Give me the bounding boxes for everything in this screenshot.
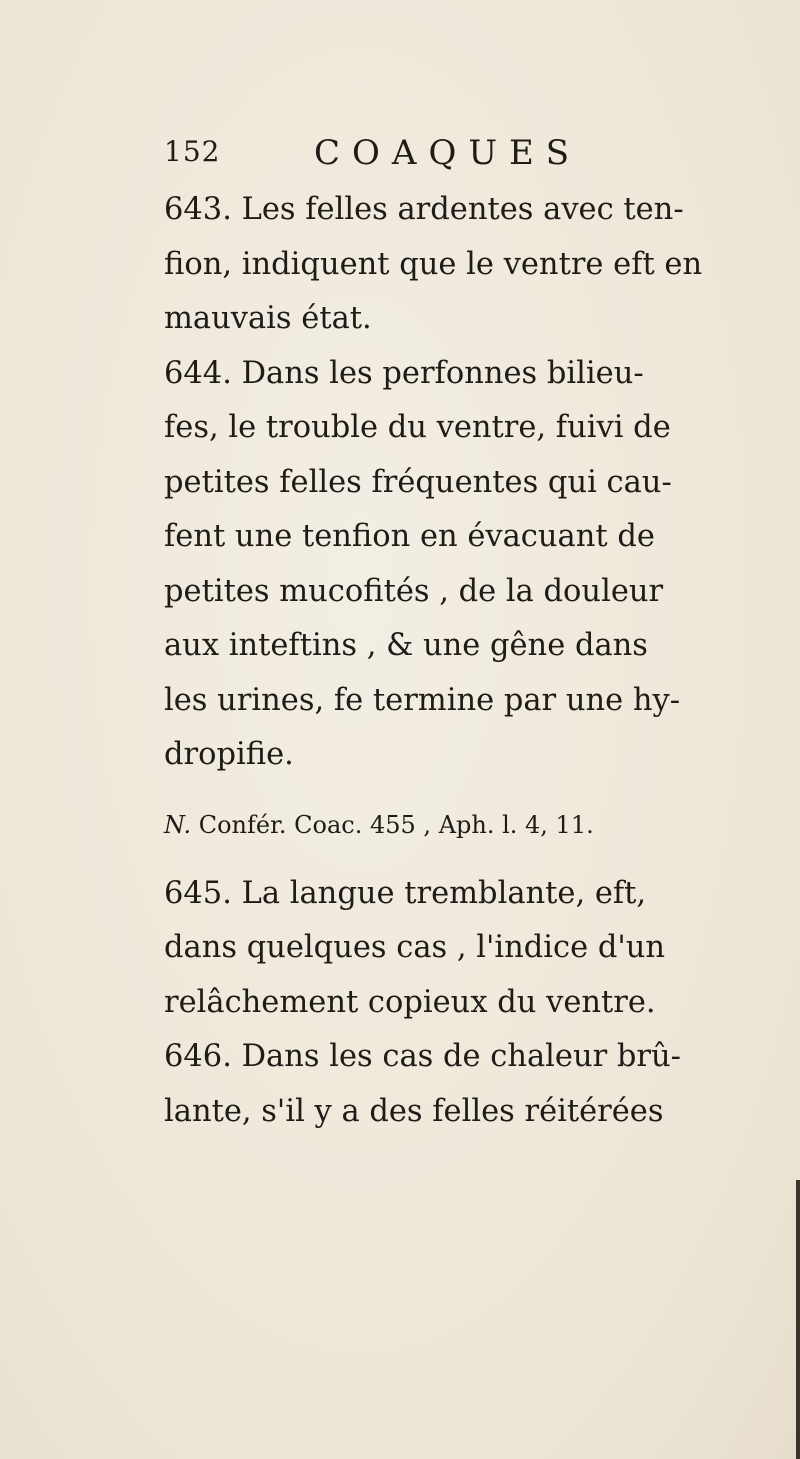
page-number: 152 bbox=[164, 135, 221, 168]
reference-note: N. Confér. Coac. 455 , Aph. l. 4, 11. bbox=[164, 810, 594, 839]
paragraph-644: 644. Dans les perfonnes bilieu- fes, le trouble du ventre, fuivi de petites felles fréquentes qui cau- fent une tenfion en évacuant de petites mucofités , de la douleur aux inteftins , & une gêne dans les urines, fe termine par une hy- dropifie. bbox=[164, 355, 681, 772]
page-header bbox=[164, 133, 664, 177]
paragraph-645: 645. La langue tremblante, eft, dans quelques cas , l'indice d'un relâchement copieux du ventre. bbox=[164, 875, 666, 1020]
note-abbreviation: N. bbox=[164, 810, 192, 839]
page-edge-shadow bbox=[796, 1180, 800, 1459]
paragraph-646: 646. Dans les cas de chaleur brû- lante, s'il y a des felles réitérées bbox=[164, 1039, 681, 1129]
running-head: COAQUES bbox=[314, 133, 582, 173]
body-text bbox=[164, 183, 744, 1139]
paragraph-643: 643. Les felles ardentes avec ten- fion, indiquent que le ventre eft en mauvais état. bbox=[164, 192, 703, 336]
